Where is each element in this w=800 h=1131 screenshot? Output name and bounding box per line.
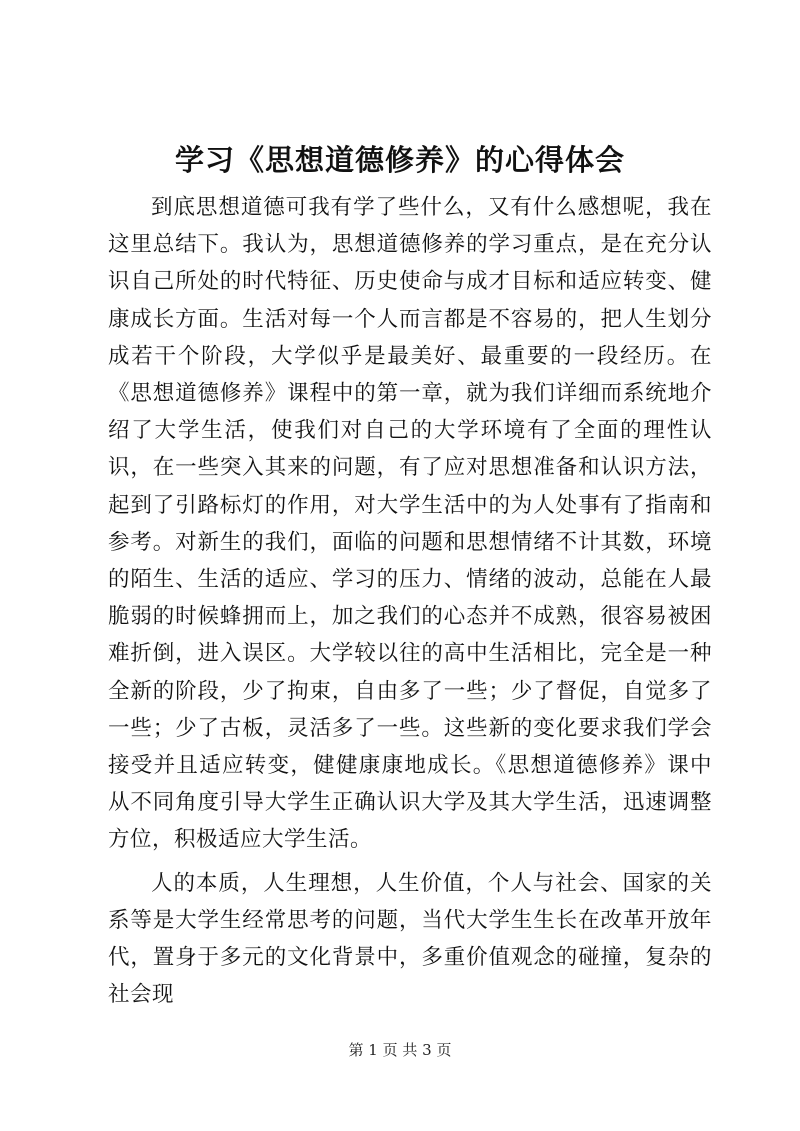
paragraph-1: 到底思想道德可我有学了些什么，又有什么感想呢，我在这里总结下。我认为，思想道德修养的学习重点，是在充分认识自己所处的时代特征、历史使命与成才目标和适应转变、健康成长方面。生活对每一个人而言都是不容易的，把人生划分成若干个阶段，大学似乎是最美好、最重要的一段经历。在《思想道德修养》课程中的第一章，就为我们详细而系统地介绍了大学生活，使我们对自己的大学环境有了全面的理性认识，在一些突入其来的问题，有了应对思想准备和认识方法，起到了引路标灯的作用，对大学生活中的为人处事有了指南和参考。对新生的我们，面临的问题和思想情绪不计其数，环境的陌生、生活的适应、学习的压力、情绪的波动，总能在人最脆弱的时候蜂拥而上，加之我们的心态并不成熟，很容易被困难折倒，进入误区。大学较以往的高中生活相比，完全是一种全新的阶段，少了拘束，自由多了一些；少了督促，自觉多了一些；少了古板，灵活多了一些。这些新的变化要求我们学会接受并且适应转变，健健康康地成长。《思想道德修养》课中从不同角度引导大学生正确认识大学及其大学生活，迅速调整方位，积极适应大学生活。: [108, 195, 712, 853]
document-title: 学习《思想道德修养》的心得体会: [174, 143, 625, 177]
paragraph-2: 人的本质，人生理想，人生价值，个人与社会、国家的关系等是大学生经常思考的问题，当代大学生生长在改革开放年代，置身于多元的文化背景中，多重价值观念的碰撞，复杂的社会现: [108, 870, 712, 1008]
document-body: [108, 189, 712, 1013]
page-number: 第 1 页 共 3 页: [348, 1041, 452, 1059]
